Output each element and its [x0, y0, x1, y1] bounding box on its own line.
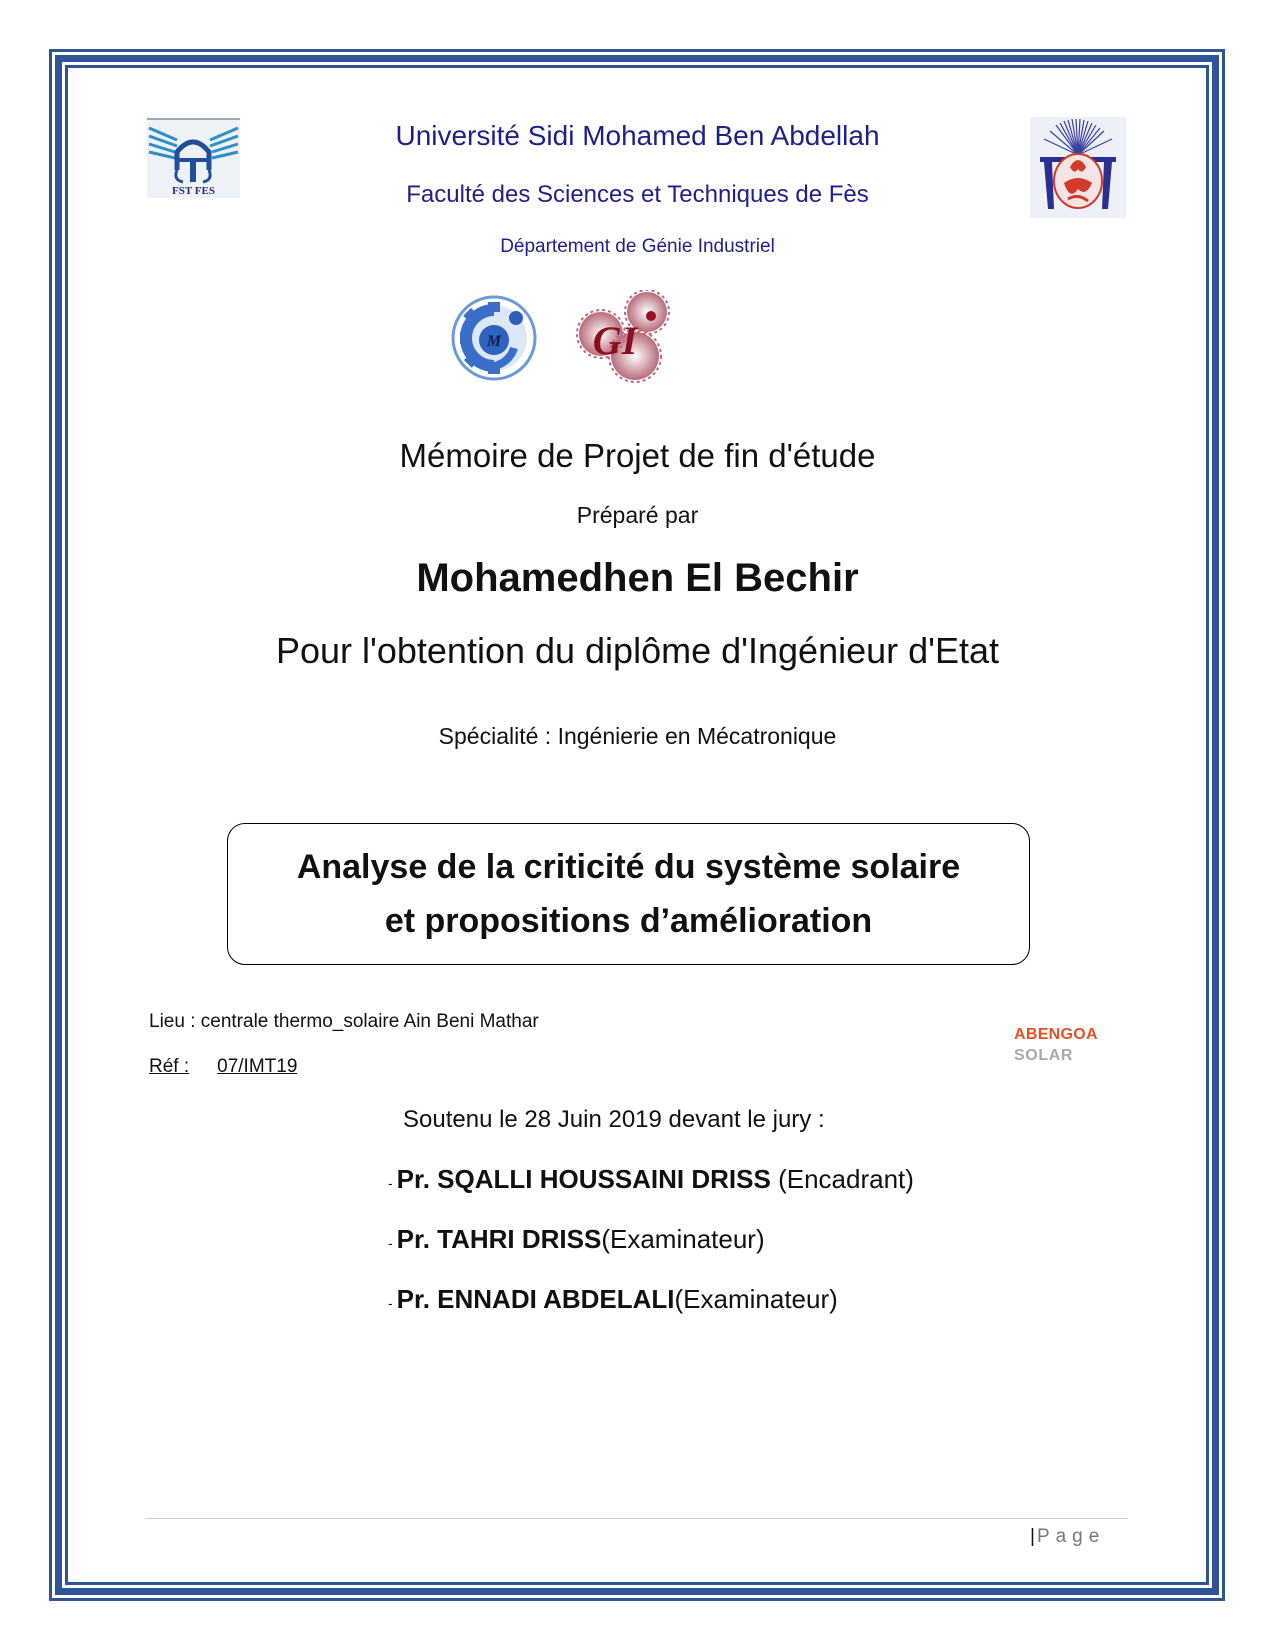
footer-separator: |	[1030, 1526, 1037, 1547]
solar-logo-text: SOLAR	[1014, 1047, 1073, 1064]
thesis-title-box	[227, 823, 1030, 965]
jury-member-name: Pr. ENNADI ABDELALI	[396, 1284, 675, 1314]
thesis-title-line-2: et propositions d’amélioration	[384, 902, 873, 940]
list-dash: -	[388, 1235, 393, 1251]
list-dash: -	[388, 1175, 393, 1191]
faculty-name: Faculté des Sciences et Techniques de Fès	[406, 181, 869, 208]
jury-member-role: (Encadrant)	[770, 1164, 914, 1194]
footer-divider	[145, 1518, 1128, 1519]
genie-industriel-logo-text: GI	[592, 318, 638, 363]
reference-label: Réf :	[149, 1056, 190, 1077]
document-type: Mémoire de Projet de fin d'étude	[399, 437, 876, 474]
jury-member	[388, 1284, 838, 1315]
mechatronics-gear-logo	[450, 294, 538, 382]
jury-member	[388, 1164, 914, 1195]
jury-member	[388, 1224, 765, 1255]
thesis-title-line-1: Analyse de la criticité du système solaire	[296, 848, 961, 886]
degree-line: Pour l'obtention du diplôme d'Ingénieur d'Etat	[275, 630, 1000, 671]
specialty-line: Spécialité : Ingénierie en Mécatronique	[438, 723, 837, 749]
university-name: Université Sidi Mohamed Ben Abdellah	[395, 120, 880, 151]
genie-industriel-gears-logo	[575, 290, 675, 386]
reference-line	[149, 1056, 297, 1078]
list-dash: -	[388, 1295, 393, 1311]
location-line: Lieu : centrale thermo_solaire Ain Beni Mathar	[149, 1011, 539, 1032]
department-name: Département de Génie Industriel	[500, 236, 775, 257]
page-label: Page	[1036, 1526, 1106, 1547]
jury-member-name: Pr. SQALLI HOUSSAINI DRISS	[396, 1164, 771, 1194]
page-footer	[1030, 1526, 1105, 1548]
defense-intro: Soutenu le 28 Juin 2019 devant le jury :	[403, 1106, 825, 1133]
jury-member-name: Pr. TAHRI DRISS	[396, 1224, 602, 1254]
reference-value: 07/IMT19	[217, 1056, 298, 1077]
jury-member-role: (Examinateur)	[674, 1284, 838, 1314]
author-name: Mohamedhen El Bechir	[416, 556, 859, 600]
prepared-by-label: Préparé par	[576, 502, 699, 528]
fst-fes-logo-text: FST FES	[172, 185, 215, 197]
mechatronics-logo-letter: M	[486, 333, 502, 350]
abengoa-logo-text: ABENGOA	[1014, 1026, 1098, 1043]
jury-member-role: (Examinateur)	[601, 1224, 765, 1254]
